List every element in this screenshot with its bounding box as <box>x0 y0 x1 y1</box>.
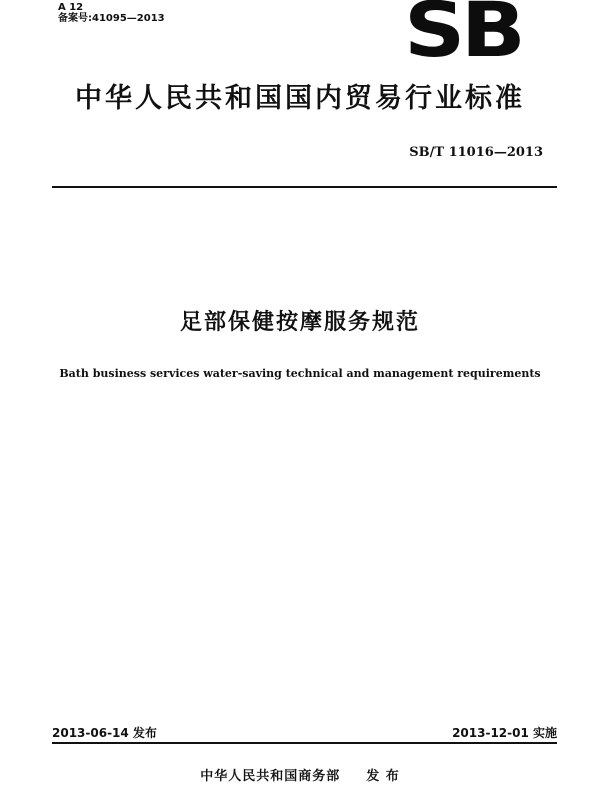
issuer-footer <box>0 768 600 786</box>
chinese-title: 足部保健按摩服务规范 <box>179 310 420 335</box>
issuer-name: 中华人民共和国商务部 <box>200 769 341 784</box>
issuer-action: 发 布 <box>366 769 400 784</box>
issuer-title: 中华人民共和国国内贸易行业标准 <box>75 83 525 114</box>
classification-code: A 12 <box>58 2 84 13</box>
record-number: 备案号:41095—2013 <box>58 13 165 24</box>
sb-logo: SB <box>404 0 522 74</box>
english-title: Bath business services water-saving technical and management requirements <box>59 367 541 380</box>
issue-date: 2013-06-14 发布 <box>52 726 157 740</box>
implementation-date: 2013-12-01 实施 <box>452 726 557 740</box>
bottom-divider <box>52 742 557 744</box>
standard-number: SB/T 11016—2013 <box>409 145 543 160</box>
top-divider <box>52 186 557 188</box>
